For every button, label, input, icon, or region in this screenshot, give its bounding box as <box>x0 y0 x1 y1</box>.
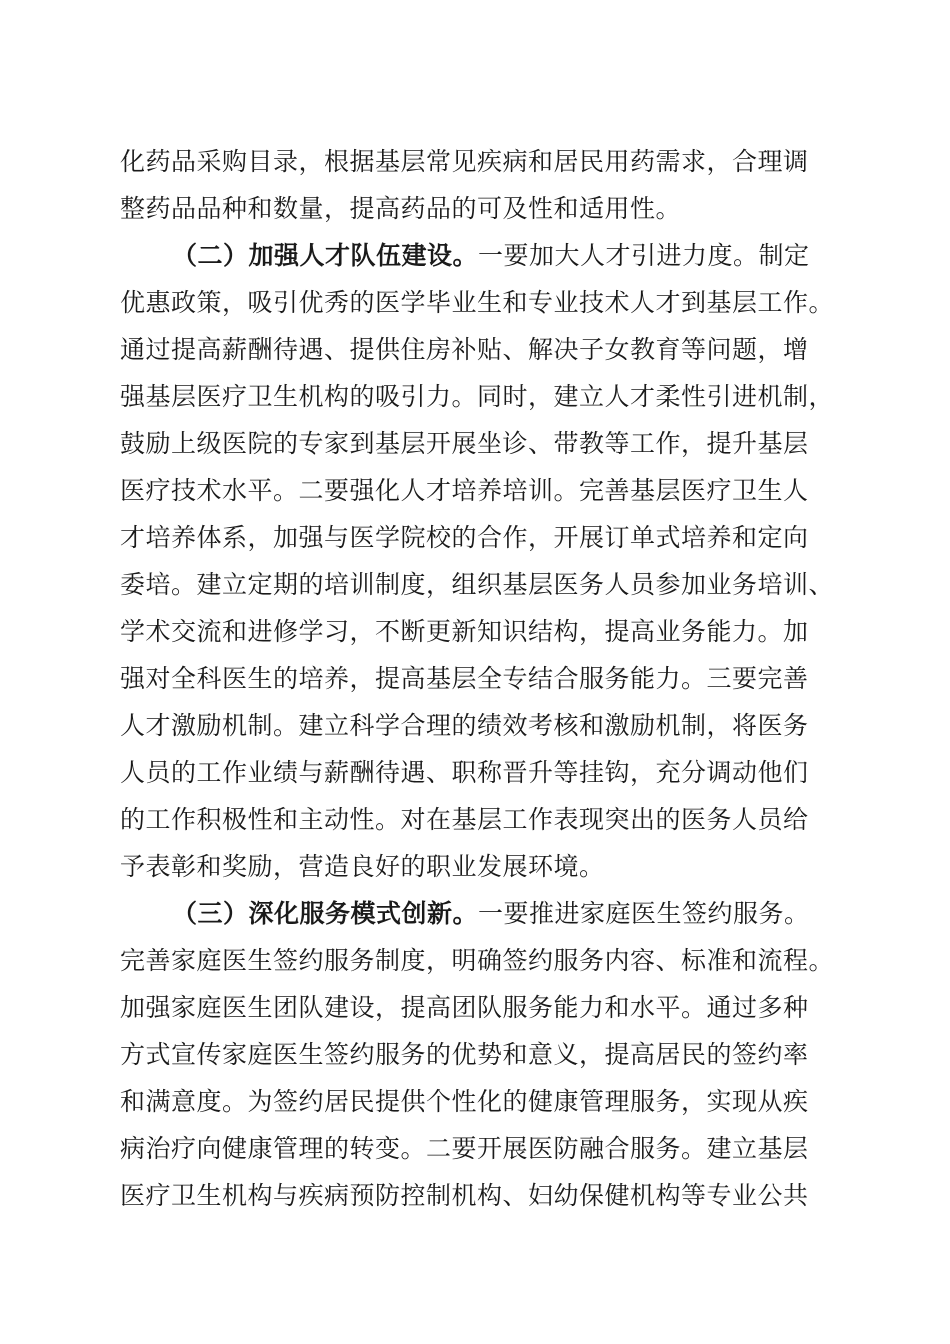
paragraph-line: 鼓励上级医院的专家到基层开展坐诊、带教等工作，提升基层 <box>120 429 809 458</box>
paragraph-line: 学术交流和进修学习，不断更新知识结构，提高业务能力。加 <box>120 617 809 646</box>
paragraph-line: 完善家庭医生签约服务制度，明确签约服务内容、标准和流程。 <box>120 946 835 975</box>
section-heading: （二）加强人才队伍建设。 <box>172 241 479 270</box>
paragraph-line: 强基层医疗卫生机构的吸引力。同时，建立人才柔性引进机制， <box>120 382 835 411</box>
paragraph-line: 整药品品种和数量，提高药品的可及性和适用性。 <box>120 194 682 223</box>
paragraph-line: 通过提高薪酬待遇、提供住房补贴、解决子女教育等问题，增 <box>120 335 809 364</box>
paragraph-line: 方式宣传家庭医生签约服务的优势和意义，提高居民的签约率 <box>120 1040 809 1069</box>
section-heading-line <box>120 232 830 279</box>
paragraph-line: 才培养体系，加强与医学院校的合作，开展订单式培养和定向 <box>120 523 809 552</box>
section-heading: （三）深化服务模式创新。 <box>172 899 479 928</box>
paragraph-line: 委培。建立定期的培训制度，组织基层医务人员参加业务培训、 <box>120 570 835 599</box>
document-body <box>120 138 835 1219</box>
paragraph-text: 一要推进家庭医生签约服务。 <box>478 899 810 928</box>
paragraph-line: 病治疗向健康管理的转变。二要开展医防融合服务。建立基层 <box>120 1134 809 1163</box>
paragraph-line: 优惠政策，吸引优秀的医学毕业生和专业技术人才到基层工作。 <box>120 288 835 317</box>
paragraph-line: 医疗技术水平。二要强化人才培养培训。完善基层医疗卫生人 <box>120 476 809 505</box>
paragraph-text: 一要加大人才引进力度。制定 <box>478 241 810 270</box>
paragraph-line: 化药品采购目录，根据基层常见疾病和居民用药需求，合理调 <box>120 147 809 176</box>
paragraph-line: 加强家庭医生团队建设，提高团队服务能力和水平。通过多种 <box>120 993 809 1022</box>
paragraph-line: 和满意度。为签约居民提供个性化的健康管理服务，实现从疾 <box>120 1087 809 1116</box>
paragraph-line: 医疗卫生机构与疾病预防控制机构、妇幼保健机构等专业公共 <box>120 1181 809 1210</box>
paragraph-line: 人员的工作业绩与薪酬待遇、职称晋升等挂钩，充分调动他们 <box>120 758 809 787</box>
paragraph-line: 人才激励机制。建立科学合理的绩效考核和激励机制，将医务 <box>120 711 809 740</box>
paragraph-line: 的工作积极性和主动性。对在基层工作表现突出的医务人员给 <box>120 805 809 834</box>
paragraph-line: 强对全科医生的培养，提高基层全专结合服务能力。三要完善 <box>120 664 809 693</box>
section-heading-line <box>120 890 830 937</box>
paragraph-line: 予表彰和奖励，营造良好的职业发展环境。 <box>120 852 605 881</box>
